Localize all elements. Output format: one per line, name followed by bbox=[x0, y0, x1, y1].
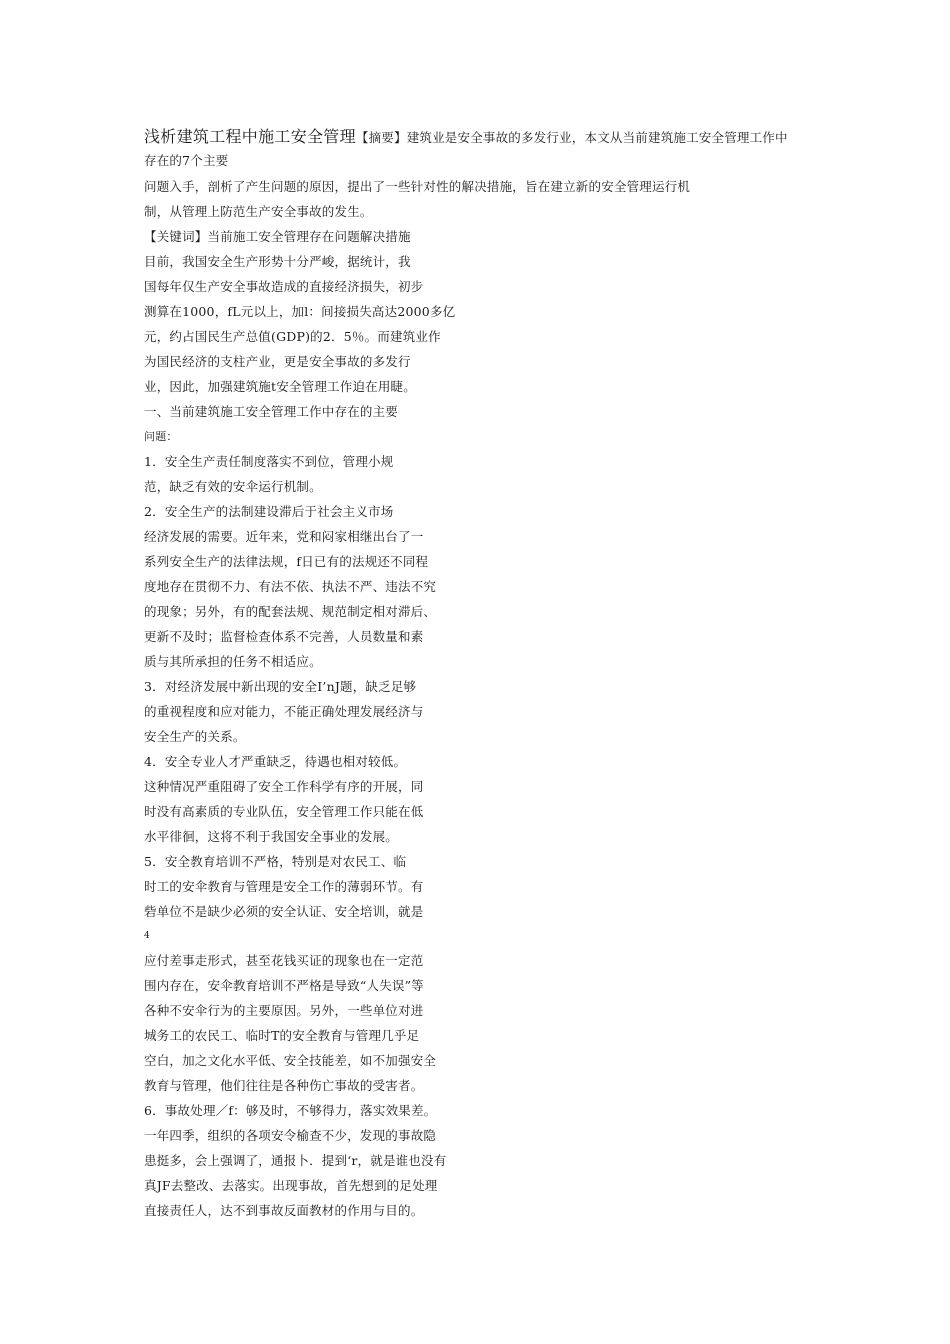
body-line: 城务工的农民工、临时T的安全教育与管理几乎足 bbox=[144, 1028, 420, 1043]
body-line: 围内存在，安伞教育培训不严格是导致“人失误”等 bbox=[144, 978, 424, 993]
body-line: 各种不安伞行为的主要原因。另外，一些单位对进 bbox=[144, 1003, 424, 1018]
body-line: 2．安全生产的法制建设滞后于社会主义市场 bbox=[144, 504, 394, 519]
abstract-intro: 【摘要】建筑业是安全事故的多发行业，本文从当前建筑施工安全管理工作中 bbox=[355, 130, 788, 145]
body-line: 直接责任人，达不到事故反面教材的作用与目的。 bbox=[144, 1203, 424, 1218]
body-line: 砦单位不是缺少必须的安全认证、安全培训，就是 bbox=[144, 904, 424, 919]
body-line: 系列安全生产的法律法规，f日已有的法规还不同程 bbox=[144, 554, 429, 569]
body-line: 时没有高素质的专业队伍，安全管理工作只能在低 bbox=[144, 804, 424, 819]
body-line: 5．安全教育培训不严格，特别是对农民工、临 bbox=[144, 854, 407, 869]
body-line: 的现象；另外，有的配套法规、规范制定相对滞后、 bbox=[144, 604, 437, 619]
body-line: 安全生产的关系。 bbox=[144, 729, 246, 744]
body-line: 患挺多，会上强调了，通报卜．提到‘r，就是谁也没有 bbox=[144, 1153, 447, 1168]
body-line: 空白，加之文化水平低、安全技能差，如不加强安全 bbox=[144, 1053, 437, 1068]
body-line: 国每年仅生产安全事故造成的直接经济损失，初步 bbox=[144, 279, 424, 294]
body-line: 业，因此，加强建筑施t安全管理工作迫在用睫。 bbox=[144, 379, 416, 394]
body-line: 质与其所承担的任务不相适应。 bbox=[144, 654, 322, 669]
body-line: 真JF去整改、去落实。出现事故，首先想到的足处理 bbox=[144, 1178, 438, 1193]
body-line: 测算在1000，fL元以上，加l：间接损失高达2000多亿 bbox=[144, 304, 456, 319]
page-title: 浅析建筑工程中施工安全管理 bbox=[144, 127, 356, 146]
body-line: 经济发展的需要。近年来，党和闷家相继出台了一 bbox=[144, 529, 424, 544]
body-line: 存在的7个主要 bbox=[144, 153, 229, 168]
page-marker: 4 bbox=[144, 931, 150, 941]
body-line: 水平徘徊，这将不利于我国安全事业的发展。 bbox=[144, 829, 399, 844]
body-line: 为国民经济的支柱产业，更是安全事故的多发行 bbox=[144, 354, 411, 369]
body-line: 这种情况严重阻碍了安全工作科学有序的开展，同 bbox=[144, 779, 424, 794]
body-line: 一年四季，组织的各项安令榆查不少，发现的事故隐 bbox=[144, 1128, 437, 1143]
title-line bbox=[144, 129, 788, 146]
keywords-line: 【关键词】当前施工安全管理存在问题解决措施 bbox=[144, 229, 411, 244]
body-line: 4．安全专业人才严重缺乏，待遇也相对较低。 bbox=[144, 754, 407, 769]
body-line: 目前，我国安全生产形势十分严峻，据统计，我 bbox=[144, 254, 411, 269]
body-line: 时工的安伞教育与管理是安全工作的薄弱环节。有 bbox=[144, 879, 424, 894]
section-heading: 一、当前建筑施工安全管理工作中存在的主要 bbox=[144, 404, 399, 419]
body-line: 的重视程度和应对能力，不能正确处理发展经济与 bbox=[144, 704, 424, 719]
body-line: 3．对经济发展中新出现的安全I’nJ题，缺乏足够 bbox=[144, 679, 417, 694]
body-line: 应付差事走形式，甚至花钱买证的现象也在一定范 bbox=[144, 953, 424, 968]
body-line: 教育与管理，他们往往是各种伤亡事故的受害者。 bbox=[144, 1078, 424, 1093]
body-line: 元，约占国民生产总值(GDP)的2．5％。而建筑业作 bbox=[144, 329, 441, 344]
body-line: 度地存在贯彻不力、有法不依、执法不严、违法不究 bbox=[144, 579, 437, 594]
body-line: 制，从管理上防范生产安全事故的发生。 bbox=[144, 204, 373, 219]
body-line: 更新不及时；监督检查体系不完善，人员数量和素 bbox=[144, 629, 424, 644]
body-line: 问题入手，剖析了产生问题的原因，提出了一些针对性的解决措施，旨在建立新的安全管理运行机 bbox=[144, 179, 691, 194]
body-line: 范，缺乏有效的安伞运行机制。 bbox=[144, 479, 322, 494]
body-line: 1．安全生产责任制度落实不到位，管理小规 bbox=[144, 454, 394, 469]
body-line: 6．事故处理／f：够及时，不够得力，落实效果差。 bbox=[144, 1103, 437, 1118]
section-heading-cont: 问题： bbox=[144, 430, 178, 443]
